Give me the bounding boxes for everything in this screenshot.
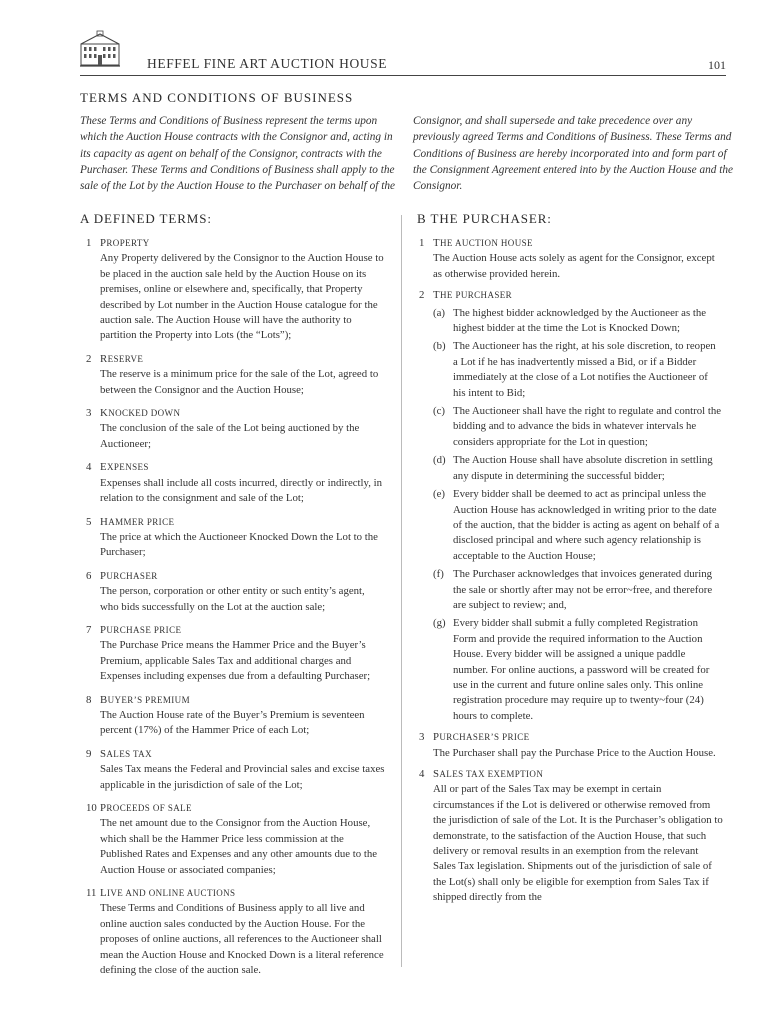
sub-clause-text: The Auctioneer has the right, at his sole discretion, to reopen a Lot if he has inadvertently missed a Bid, or if a Bidder immediately at the close of a Lot notifies the Auctioneer of his intent to Bid; <box>453 340 716 399</box>
term-text: The person, corporation or other entity or such entity’s agent, who bids successfully on the Lot at the auction sale; <box>100 585 365 613</box>
header-rule <box>80 75 726 76</box>
building-logo-icon <box>80 30 120 68</box>
item-number: 2 <box>419 289 425 302</box>
defined-terms-column <box>80 236 386 986</box>
sub-clause-letter: (d) <box>433 454 446 467</box>
term-item <box>80 623 386 685</box>
term-label: KNOCKED DOWN <box>100 407 181 420</box>
intro-right: Consignor, and shall supersede and take precedence over any previously agreed Terms and Conditions of Business. These Terms and Conditions of Business are hereby incorporated into and form part of the Consignment Agreement entered into by the Auction House and the Consignor. <box>413 115 734 193</box>
term-item <box>80 515 386 561</box>
term-number: 7 <box>86 623 92 636</box>
sub-clause-letter: (c) <box>433 405 445 418</box>
term-label: PURCHASER <box>100 569 158 582</box>
term-item <box>80 886 386 978</box>
page-number: 101 <box>708 58 726 72</box>
item-text: The Auction House acts solely as agent for the Consignor, except as otherwise provided herein. <box>433 252 715 280</box>
term-label: PROCEEDS OF SALE <box>100 802 192 814</box>
item-number: 4 <box>419 768 425 780</box>
term-label: HAMMER PRICE <box>100 515 175 528</box>
term-item <box>80 747 386 793</box>
item-text: The Purchaser shall pay the Purchase Price to the Auction House. <box>433 746 716 759</box>
term-label: BUYER’S PREMIUM <box>100 693 190 706</box>
term-item <box>80 460 386 506</box>
term-label: LIVE AND ONLINE AUCTIONS <box>100 887 236 900</box>
item-label: SALES TAX EXEMPTION <box>433 768 544 780</box>
term-label: EXPENSES <box>100 461 149 474</box>
sub-clause <box>433 453 723 484</box>
term-item <box>80 406 386 452</box>
item-number: 3 <box>419 731 425 744</box>
sub-clause-text: The Auction House shall have absolute discretion in settling any dispute in determining the successful bidder; <box>453 454 713 482</box>
sub-clause-letter: (g) <box>433 617 446 630</box>
term-text: The conclusion of the sale of the Lot being auctioned by the Auctioneer; <box>100 422 360 450</box>
sub-clause <box>433 487 723 564</box>
term-label: PURCHASE PRICE <box>100 623 182 636</box>
term-text: Sales Tax means the Federal and Provincial sales and excise taxes applicable in the jurisdiction of sale of the Lot; <box>100 763 385 791</box>
purchaser-item <box>413 288 723 724</box>
term-number: 8 <box>86 693 92 706</box>
term-text: Expenses shall include all costs incurred, directly or indirectly, in relation to the consignment and sale of the Lot; <box>100 476 383 505</box>
term-number: 4 <box>86 461 92 474</box>
term-number: 9 <box>86 747 92 760</box>
term-text: The reserve is a minimum price for the sale of the Lot, agreed to between the Consignor and the Auction House; <box>100 368 379 396</box>
section-title: TERMS AND CONDITIONS OF BUSINESS <box>80 90 354 105</box>
purchaser-item <box>413 236 723 282</box>
term-text: The Auction House rate of the Buyer’s Premium is seventeen percent (17%) of the Hammer Price of each Lot; <box>100 708 365 737</box>
item-label: THE AUCTION HOUSE <box>433 237 533 249</box>
page-header <box>80 30 726 75</box>
sub-clause <box>433 567 723 613</box>
term-label: PROPERTY <box>100 237 150 249</box>
term-item <box>80 236 386 344</box>
purchaser-heading: B THE PURCHASER: <box>417 211 552 226</box>
term-item <box>80 693 386 739</box>
term-text: Any Property delivered by the Consignor to the Auction House to be placed in the auction sale held by the Auction House on its premises, online or elsewhere and, specifically, that Property described by Lot number in the Auction House catalogue for the auction sale. The Auction House will have the authority to partition the Property into Lots (the “Lots”); <box>100 252 384 342</box>
term-number: 3 <box>86 407 92 420</box>
sub-clause <box>433 339 723 401</box>
sub-clause-letter: (b) <box>433 340 446 353</box>
auction-house-name: HEFFEL FINE ART AUCTION HOUSE <box>147 56 388 71</box>
item-label: THE PURCHASER <box>433 289 513 302</box>
term-text: These Terms and Conditions of Business apply to all live and online auction sales conducted by the Auction House. For the proposes of online auctions, all references to the Auctioneer shall mean the Auction House and Knocked Down is a literal reference defining the close of the auction sale. <box>100 902 384 977</box>
term-number: 1 <box>86 237 92 249</box>
sub-clause-text: The Purchaser acknowledges that invoices generated during the sale or shortly after may not be error~free, and therefore are subject to review; and, <box>453 568 713 611</box>
term-item <box>80 569 386 615</box>
sub-clause-text: The highest bidder acknowledged by the Auctioneer as the highest bidder at the time the Lot is Knocked Down; <box>453 306 707 335</box>
term-number: 5 <box>86 515 92 528</box>
item-number: 1 <box>419 237 425 249</box>
intro-left: These Terms and Conditions of Business represent the terms upon which the Auction House contracts with the Consignor and, acting in its capacity as agent on behalf of the Consignor, contracts with the Purchaser. These Terms and Conditions of Business shall apply to the sale of the Lot by the Auction House to the Purchaser on behalf of the <box>80 115 396 193</box>
sub-clause <box>433 616 723 724</box>
purchaser-column <box>413 236 723 912</box>
term-item <box>80 801 386 878</box>
defined-terms-heading: A DEFINED TERMS: <box>80 211 212 226</box>
sub-clause <box>433 404 723 450</box>
purchaser-item <box>413 730 723 761</box>
sub-clause-text: Every bidder shall submit a fully completed Registration Form and provide the required information to the Auction House. Every bidder will be assigned a unique paddle number. For online auctions, a password will be created for use in the current and future online sales only. This online registration procedure may require up to twenty~four (24) hours to complete. <box>453 617 710 722</box>
term-text: The price at which the Auctioneer Knocked Down the Lot to the Purchaser; <box>100 530 378 559</box>
term-number: 10 <box>86 802 97 814</box>
column-divider <box>401 215 402 967</box>
sub-clause-letter: (e) <box>433 488 445 501</box>
term-text: The net amount due to the Consignor from the Auction House, which shall be the Hammer Price less commission at the Published Rates and Expenses and any other amounts due to the Auction House or associated companies; <box>100 817 378 876</box>
term-label: SALES TAX <box>100 747 152 760</box>
term-text: The Purchase Price means the Hammer Price and the Buyer’s Premium, applicable Sales Tax and additional charges and Expenses including expenses due from a defaulting Purchaser; <box>100 639 371 683</box>
sub-clause <box>433 306 723 337</box>
item-text: All or part of the Sales Tax may be exempt in certain circumstances if the Lot is delivered or otherwise removed from the jurisdiction of sale of the Lot. It is the Purchaser’s obligation to demonstrate, to the satisfaction of the Auction House, that such delivery or removal results in an exemption from the relevant Sales Tax legislation. Shipments out of the jurisdiction of sale of the Lot(s) shall only be eligible for exemption from Sales Tax if shipped directly from the <box>433 783 723 904</box>
sub-clause-letter: (a) <box>433 306 445 319</box>
term-number: 2 <box>86 352 92 365</box>
term-label: RESERVE <box>100 352 144 365</box>
sub-clause-text: The Auctioneer shall have the right to regulate and control the bidding and to advance the bids in whatever intervals he considers appropriate for the Lot in question; <box>453 405 722 448</box>
sub-clause-letter: (f) <box>433 568 444 581</box>
term-number: 6 <box>86 569 92 582</box>
sub-clause-text: Every bidder shall be deemed to act as principal unless the Auction House has acknowledged in writing prior to the date of the auction, that the bidder is acting as agent on behalf of a disclosed principal and where such agency relationship is acceptable to the Auction House; <box>453 488 720 562</box>
term-number: 11 <box>86 887 97 900</box>
term-item <box>80 352 386 398</box>
item-label: PURCHASER’S PRICE <box>433 731 530 744</box>
purchaser-item <box>413 767 723 906</box>
